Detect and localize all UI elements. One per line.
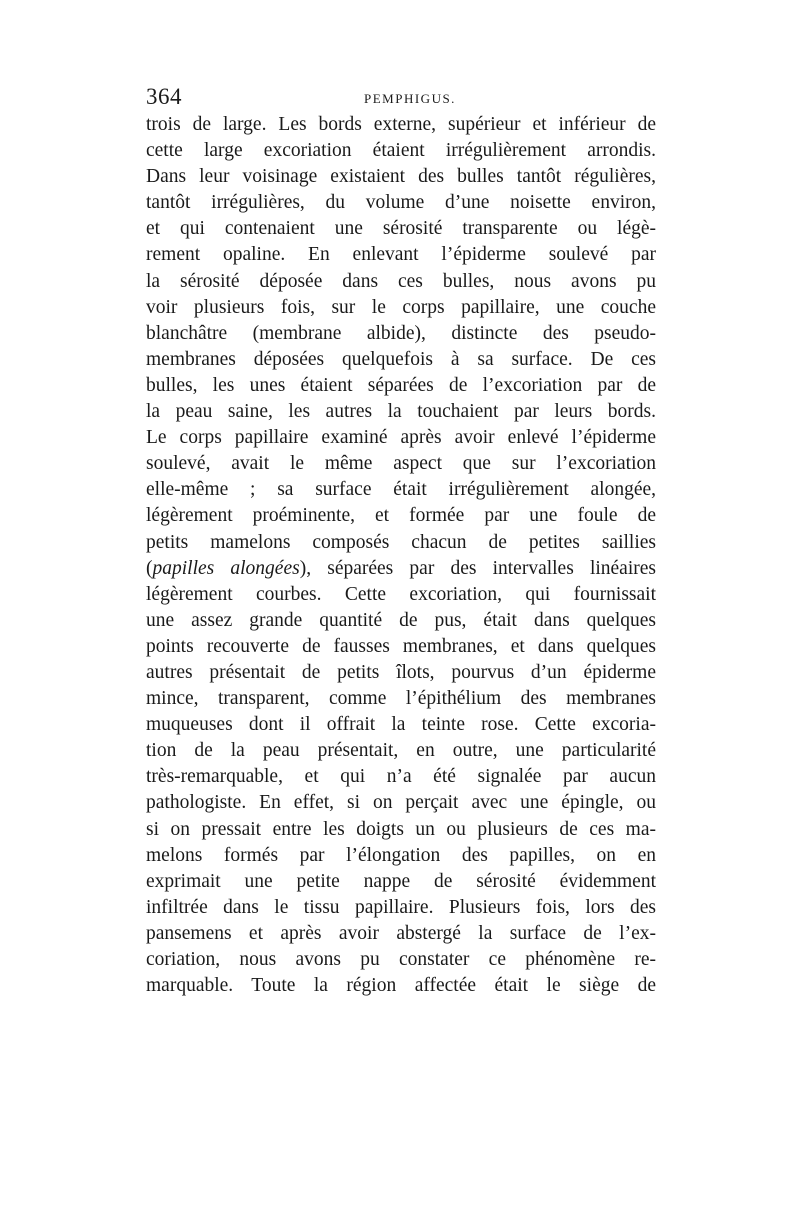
text-line: et qui contenaient une sérosité transparente ou légè- (146, 218, 656, 240)
text-line: petits mamelons composés chacun de petites saillies (146, 531, 656, 553)
text-line: blanchâtre (membrane albide), distincte des pseudo- (146, 322, 656, 344)
page-header (146, 82, 656, 112)
text-line: pansemens et après avoir abstergé la surface de l’ex- (146, 922, 656, 944)
text-line: points recouverte de fausses membranes, et dans quelques (146, 635, 656, 657)
text-line: membranes déposées quelquefois à sa surface. De ces (146, 348, 656, 370)
text-line: mince, transparent, comme l’épithélium des membranes (146, 688, 656, 710)
text-line: cette large excoriation étaient irrégulièrement arrondis. (146, 140, 656, 162)
text-line: voir plusieurs fois, sur le corps papillaire, une couche (146, 296, 656, 318)
text-line: infiltrée dans le tissu papillaire. Plusieurs fois, lors des (146, 896, 656, 918)
text-line: la sérosité déposée dans ces bulles, nous avons pu (146, 270, 656, 292)
text-line: rement opaline. En enlevant l’épiderme soulevé par (146, 244, 656, 266)
text-line: une assez grande quantité de pus, était dans quelques (146, 609, 656, 631)
page-number: 364 (146, 84, 182, 109)
text-line: trois de large. Les bords externe, supérieur et inférieur de (146, 114, 656, 135)
text-line: marquable. Toute la région affectée était le siège de (146, 975, 656, 997)
text-line: légèrement proéminente, et formée par une foule de (146, 505, 656, 527)
text-line: exprimait une petite nappe de sérosité évidemment (146, 870, 656, 892)
text-line: Dans leur voisinage existaient des bulles tantôt régulières, (146, 166, 656, 188)
body-text (146, 112, 656, 999)
text-line: muqueuses dont il offrait la teinte rose. Cette excoria- (146, 714, 656, 736)
text-line: Le corps papillaire examiné après avoir enlevé l’épiderme (146, 427, 656, 449)
text-line: melons formés par l’élongation des papilles, on en (146, 844, 656, 866)
text-line: très-remarquable, et qui n’a été signalée par aucun (146, 766, 656, 788)
text-line: elle-même ; sa surface était irrégulièrement alongée, (146, 479, 656, 501)
paren-open: ( (146, 557, 153, 579)
text-line: soulevé, avait le même aspect que sur l’excoriation (146, 453, 656, 475)
text-line: tion de la peau présentait, en outre, une particularité (146, 740, 656, 762)
text-line: si on pressait entre les doigts un ou plusieurs de ces ma- (146, 818, 656, 840)
text-line-italic-term (146, 556, 656, 582)
text-line: tantôt irrégulières, du volume d’une noisette environ, (146, 192, 656, 214)
text-line: autres présentait de petits îlots, pourvus d’un épiderme (146, 661, 656, 683)
text-line: pathologiste. En effet, si on perçait avec une épingle, ou (146, 792, 656, 814)
text-line: bulles, les unes étaient séparées de l’excoriation par de (146, 374, 656, 396)
text-line: légèrement courbes. Cette excoriation, qui fournissait (146, 583, 656, 605)
italic-term: papilles alongées (152, 557, 300, 579)
text-line: la peau saine, les autres la touchaient par leurs bords. (146, 401, 656, 423)
line-remainder: ), séparées par des intervalles linéaires (299, 557, 656, 579)
text-line: coriation, nous avons pu constater ce phénomène re- (146, 949, 656, 970)
running-head: PEMPHIGUS. (364, 91, 456, 106)
